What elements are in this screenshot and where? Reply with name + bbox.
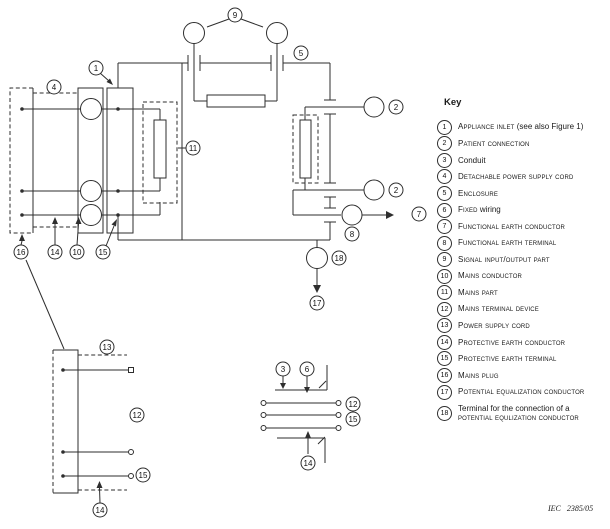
- mains-plug-leader-long: [26, 260, 64, 349]
- key-item-label: Mains terminal device: [458, 304, 539, 314]
- svg-text:13: 13: [102, 342, 112, 352]
- key-item-label: Mains conductor: [458, 271, 523, 281]
- key-item-number: 10: [437, 269, 452, 284]
- callout-term-device-fixed: [346, 397, 360, 411]
- svg-text:7: 7: [416, 209, 422, 219]
- svg-text:15: 15: [348, 414, 358, 424]
- svg-text:11: 11: [188, 143, 198, 153]
- key-item-label: Detachable power supply cord: [458, 172, 574, 182]
- key-item-4: [437, 169, 609, 186]
- svg-text:15: 15: [138, 470, 148, 480]
- callout-patient-connection-top: [389, 100, 403, 114]
- key-item-12: [437, 301, 609, 318]
- key-item-number: 9: [437, 252, 452, 267]
- inlet-contact: [81, 99, 102, 120]
- svg-text:16: 16: [16, 247, 26, 257]
- callout-mains-plug: [14, 245, 28, 259]
- patient-circuit: [293, 97, 394, 225]
- key-item-3: [437, 152, 609, 169]
- callout-appliance-inlet: [89, 61, 103, 75]
- svg-text:15: 15: [98, 247, 108, 257]
- callout-enclosure: [294, 46, 308, 60]
- key-item-number: 7: [437, 219, 452, 234]
- key-item-number: 5: [437, 186, 452, 201]
- callout-mains-part: [186, 141, 200, 155]
- key-item-8: [437, 235, 609, 252]
- key-item-number: 18: [437, 406, 452, 421]
- svg-text:18: 18: [334, 253, 344, 263]
- key-item-label: Mains part: [458, 287, 498, 297]
- key-item-6: [437, 202, 609, 219]
- figure-reference: IEC 2385/05: [548, 504, 594, 513]
- key-item-number: 14: [437, 335, 452, 350]
- key-item-label: Potential equalization conductor: [458, 387, 585, 397]
- potential-equalization-terminal: [307, 248, 328, 269]
- functional-earth-arrow: [386, 211, 394, 219]
- cord-terminal: [129, 450, 134, 455]
- callout-pe-terminal-inlet: [96, 245, 110, 259]
- callout-pe-terminal-fixed: [346, 412, 360, 426]
- callout-power-cord: [100, 340, 114, 354]
- callout-conduit: [276, 362, 290, 376]
- callout-functional-earth-conductor: [412, 207, 426, 221]
- callout-pot-eq-terminal: [332, 251, 346, 265]
- signal-io-connector: [267, 23, 288, 44]
- key-item-7: [437, 218, 609, 235]
- key-item-label: Protective earth terminal: [458, 354, 557, 364]
- earth-rail: [118, 215, 330, 293]
- callout-pe-terminal-left: [136, 468, 150, 482]
- svg-text:6: 6: [304, 364, 310, 374]
- svg-text:12: 12: [132, 410, 142, 420]
- mains-impedance-box: [154, 120, 166, 178]
- key-item-label: Terminal for the connection of a potential equlization conductor: [458, 403, 579, 423]
- key-item-5: [437, 185, 609, 202]
- key-item-number: 15: [437, 351, 452, 366]
- cord-earth-terminal: [129, 474, 134, 479]
- svg-text:3: 3: [280, 364, 286, 374]
- key-item-label: Protective earth conductor: [458, 337, 566, 347]
- appliance-inlet-body: [78, 88, 103, 233]
- applied-part-boundary: [293, 115, 318, 183]
- callout-patient-connection-bottom: [389, 183, 403, 197]
- svg-text:2: 2: [393, 185, 399, 195]
- key-item-number: 13: [437, 318, 452, 333]
- detachable-cord-assembly: [10, 88, 133, 233]
- key-item-14: [437, 334, 609, 351]
- callout-signal-io: [228, 8, 242, 22]
- power-cord-assembly: [26, 260, 134, 493]
- potential-equalization-arrow: [313, 285, 321, 293]
- key-item-number: 4: [437, 169, 452, 184]
- key-item-15: [437, 351, 609, 368]
- callouts: [14, 8, 426, 517]
- key-item-number: 17: [437, 385, 452, 400]
- key-item-label: Mains plug: [458, 370, 499, 380]
- callout-functional-earth-terminal: [345, 227, 359, 241]
- svg-text:12: 12: [348, 399, 358, 409]
- key-item-13: [437, 318, 609, 335]
- callout-detachable-cord: [47, 80, 61, 94]
- signal-circuit-box: [207, 95, 265, 107]
- inlet-contact: [81, 205, 102, 226]
- mains-part: [118, 102, 177, 215]
- svg-text:8: 8: [349, 229, 355, 239]
- conduit-pointer: [280, 383, 286, 389]
- key-item-label: Appliance inlet (see also Figure 1): [458, 122, 584, 132]
- key-item-9: [437, 251, 609, 268]
- cord-terminal-square: [129, 368, 134, 373]
- key-item-number: 6: [437, 203, 452, 218]
- key-item-2: [437, 136, 609, 153]
- key-item-label: Power supply cord: [458, 321, 530, 331]
- key-item-number: 12: [437, 302, 452, 317]
- key-item-number: 2: [437, 136, 452, 151]
- patient-connection-top: [364, 97, 384, 117]
- callout-pot-eq-conductor: [310, 296, 324, 310]
- key-items: [437, 119, 609, 426]
- key-item-label: Conduit: [458, 155, 486, 165]
- svg-text:10: 10: [72, 247, 82, 257]
- patient-connection-bottom: [364, 180, 384, 200]
- key-item-number: 8: [437, 236, 452, 251]
- callout-fixed-wiring: [300, 362, 314, 376]
- fixed-wiring-assembly: [261, 365, 341, 463]
- patient-impedance-box: [300, 120, 311, 178]
- callout-pe-conductor-fixed: [301, 456, 315, 470]
- callout-mains-conductor: [70, 245, 84, 259]
- inlet-contact: [81, 181, 102, 202]
- key-item-label: Functional earth conductor: [458, 221, 566, 231]
- svg-text:5: 5: [298, 48, 304, 58]
- key-item-label: Enclosure: [458, 188, 499, 198]
- signal-io-connector: [184, 23, 205, 44]
- key-item-16: [437, 367, 609, 384]
- equipment-terminal-body: [107, 88, 133, 233]
- pe-conductor-pointer: [305, 431, 311, 438]
- svg-text:14: 14: [50, 247, 60, 257]
- svg-text:14: 14: [95, 505, 105, 515]
- key-item-label: Patient connection: [458, 139, 530, 149]
- key-item-label: Fixed wiring: [458, 205, 501, 215]
- key-item-number: 3: [437, 153, 452, 168]
- key-item-11: [437, 284, 609, 301]
- svg-text:2: 2: [393, 102, 399, 112]
- svg-text:9: 9: [232, 10, 238, 20]
- key-item-label: Functional earth terminal: [458, 238, 557, 248]
- key-item-18: [437, 400, 609, 426]
- key-title: Key: [444, 97, 462, 108]
- key-item-10: [437, 268, 609, 285]
- svg-text:17: 17: [312, 298, 322, 308]
- key-item-number: 11: [437, 285, 452, 300]
- key-item-number: 16: [437, 368, 452, 383]
- callout-pe-conductor-cord: [48, 245, 62, 259]
- callout-term-device-left: [130, 408, 144, 422]
- key-panel: [437, 97, 609, 426]
- svg-text:14: 14: [303, 458, 313, 468]
- key-item-label: Signal input/output part: [458, 254, 550, 264]
- key-item-1: [437, 119, 609, 136]
- svg-text:4: 4: [51, 82, 57, 92]
- key-item-17: [437, 384, 609, 401]
- svg-text:1: 1: [93, 63, 99, 73]
- callout-pe-conductor-left: [93, 503, 107, 517]
- functional-earth-terminal: [342, 205, 362, 225]
- key-item-number: 1: [437, 120, 452, 135]
